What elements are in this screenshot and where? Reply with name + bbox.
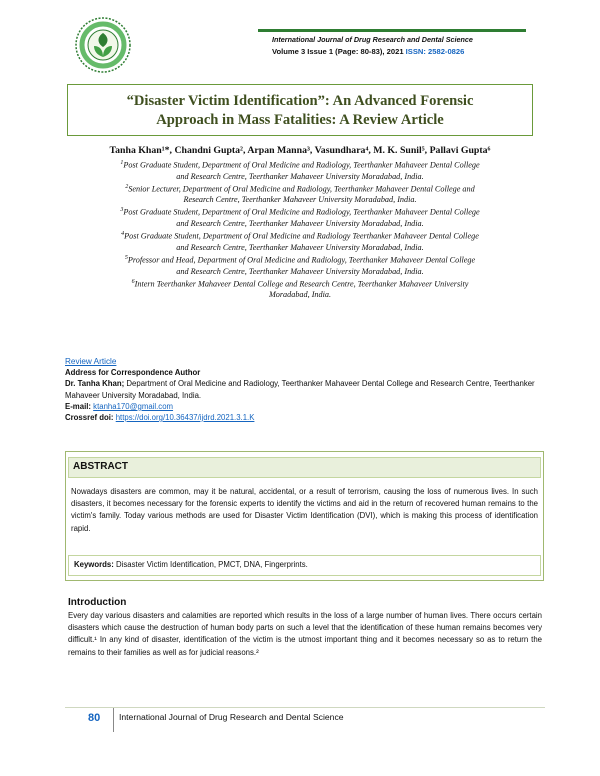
introduction-text: Every day various disasters and calamities are reported which results in the loss of a large number of human lives. There occurs certain disasters which cause the destruction of human body parts on such a level that the identification of these human remains becomes very difficult.¹ In any kind of disaster, identification of the victim is the utmost important thing and it becomes necessary so as to return the remains to their families as well as for judicial reasons.² bbox=[68, 611, 542, 657]
footer-divider bbox=[65, 707, 545, 708]
email-link[interactable]: ktanha170@gmail.com bbox=[93, 401, 174, 411]
journal-logo-icon bbox=[74, 16, 132, 74]
footer-separator bbox=[113, 708, 114, 732]
correspondence-heading: Address for Correspondence Author bbox=[65, 368, 201, 378]
abstract-heading: ABSTRACT bbox=[73, 461, 128, 472]
volume-info: Volume 3 Issue 1 (Page: 80-83), 2021 bbox=[272, 47, 406, 56]
volume-line bbox=[272, 47, 464, 56]
issn: ISSN: 2582-0826 bbox=[405, 47, 465, 56]
article-title bbox=[68, 92, 532, 130]
abstract-text: Nowadays disasters are common, may it be natural, accidental, or a result of terrorism, causing the loss of numerous lives. In such disasters, it becomes necessary for the forensic experts to identify the victims and aid in the return of recovered human remains to the victim's family. Today various methods are used for Disaster Victim Identification (DVI), which is making this process of identification rapid. bbox=[71, 487, 538, 533]
affiliation-5: $^5$Professor and Head, Department of Oral Medicine and Radiology, Teerthanker Mahaveer Dental College and Research Centre, Teerthanker Mahaveer University Moradabad, India. bbox=[124, 254, 476, 276]
title-line-2: Approach in Mass Fatalities: A Review Article bbox=[156, 112, 444, 128]
article-type-link[interactable]: Review Article bbox=[65, 357, 117, 366]
doi-link[interactable]: https://doi.org/10.36437/ijdrd.2021.3.1.K bbox=[115, 413, 255, 423]
abstract-box bbox=[65, 451, 544, 581]
affiliation-1: $^1$Post Graduate Student, Department of Oral Medicine and Radiology, Teerthanker Mahaveer Dental College and Research Centre, Teerthanker Mahaveer University Moradabad, India. bbox=[120, 160, 480, 181]
author-list: Tanha Khan¹*, Chandni Gupta², Arpan Manna³, Vasundhara⁴, M. K. Sunil⁵, Pallavi Gupta⁶ bbox=[109, 145, 491, 156]
journal-header bbox=[258, 29, 526, 62]
footer-journal: International Journal of Drug Research and Dental Science bbox=[119, 712, 344, 722]
title-line-1: “Disaster Victim Identification”: An Advanced Forensic bbox=[126, 93, 474, 109]
title-box bbox=[67, 84, 533, 136]
abstract-header bbox=[68, 457, 541, 478]
correspondence-author: Dr. Tanha Khan; bbox=[65, 379, 125, 389]
correspondence-block bbox=[65, 356, 545, 423]
keywords-box bbox=[68, 555, 541, 576]
page-number: 80 bbox=[88, 712, 101, 724]
journal-name: International Journal of Drug Research and Dental Science bbox=[272, 35, 473, 44]
affiliation-2: $^2$Senior Lecturer, Department of Oral Medicine and Radiology, Teerthanker Mahaveer Dental College and Research Centre, Teerthanker Mahaveer University Moradabad, India. bbox=[125, 183, 475, 205]
introduction-heading: Introduction bbox=[68, 597, 127, 608]
affiliation-3: $^3$Post Graduate Student, Department of Oral Medicine and Radiology, Teerthanker Mahaveer Dental College and Research Centre, Teerthanker Mahaveer University Moradabad, India. bbox=[120, 207, 480, 229]
correspondence-address: Dr. Tanha Khan; Department of Oral Medicine and Radiology, Teerthanker Mahaveer Dental College and Research Centre, Teerthanker Mahaveer University Moradabad, India. bbox=[65, 379, 535, 400]
affiliations bbox=[70, 158, 530, 300]
doi-line: Crossref doi: https://doi.org/10.36437/ijdrd.2021.3.1.K bbox=[65, 413, 255, 423]
affiliation-6: $^6$Intern Teerthanker Mahaveer Dental College and Research Centre, Teerthanker Mahaveer University Moradabad, India. bbox=[131, 278, 469, 300]
affiliation-4: $^4$Post Graduate Student, Department of Oral Medicine and Radiology Teerthanker Mahaveer Dental College and Research Centre, Teerthanker Mahaveer University Moradabad, India. bbox=[121, 231, 479, 252]
keywords: Keywords: Disaster Victim Identification, PMCT, DNA, Fingerprints. bbox=[74, 560, 308, 569]
email-line: E-mail: ktanha170@gmail.com bbox=[65, 401, 174, 411]
